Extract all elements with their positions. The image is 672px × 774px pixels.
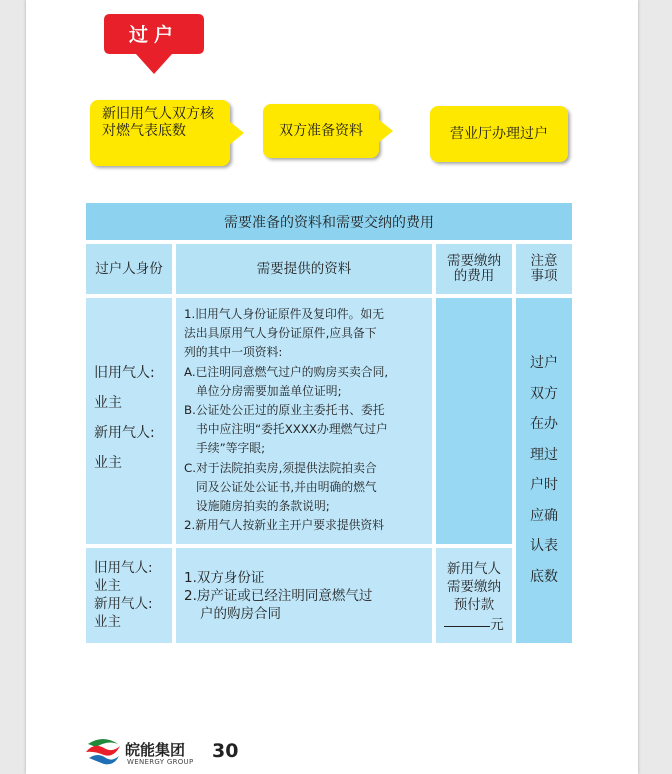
row1-identity — [86, 298, 172, 544]
doc-line: 户的购房合同 — [200, 606, 281, 622]
note-line: 过户 — [530, 355, 558, 371]
doc-line: 书中应注明“委托XXXX办理燃气过户 — [196, 422, 388, 437]
fee-line: 需要缴纳 — [447, 579, 501, 595]
doc-line: 设施随房拍卖的条款说明; — [196, 499, 330, 514]
identity-line: 新用气人: — [94, 596, 153, 612]
flow-step-hall-transfer — [430, 106, 568, 162]
doc-line: 手续”等字眼; — [196, 441, 266, 456]
doc-line: 2.房产证或已经注明同意燃气过 — [184, 588, 373, 604]
table-title: 需要准备的资料和需要交纳的费用 — [86, 203, 572, 240]
identity-line: 业主 — [94, 578, 121, 594]
identity-line: 新用气人: — [94, 425, 155, 441]
doc-line: 1.旧用气人身份证原件及复印件。如无 — [184, 307, 385, 321]
note-line: 理过 — [530, 446, 558, 463]
page-title: 过户 — [128, 24, 179, 46]
identity-line: 业主 — [94, 395, 122, 411]
identity-line: 旧用气人: — [94, 365, 155, 381]
note-line: 双方 — [530, 385, 558, 402]
flow-step-label: 营业厅办理过户 — [450, 125, 548, 142]
identity-line: 业主 — [94, 614, 121, 630]
fee-unit: 元 — [490, 617, 504, 633]
note-line: 应确 — [530, 507, 558, 524]
identity-line: 业主 — [94, 455, 122, 471]
flow-step-check-meter — [90, 100, 230, 166]
row1-fee — [436, 298, 512, 544]
doc-line: 1.双方身份证 — [184, 570, 265, 586]
flow-step-prepare-docs — [263, 104, 379, 158]
fee-blank — [444, 614, 490, 627]
flow-step-label: 双方准备资料 — [279, 122, 363, 139]
identity-line: 旧用气人: — [94, 560, 153, 576]
doc-line: 列的其中一项资料: — [184, 345, 283, 360]
flow-step-label: 新旧用气人双方核对燃气表底数 — [102, 106, 214, 139]
arrow-right-icon — [378, 119, 393, 143]
fee-amount-line — [436, 614, 512, 634]
wenergy-logo-icon — [84, 736, 122, 766]
brand-name: 皖能集团 — [125, 741, 186, 759]
doc-line: 单位分房需要加盖单位证明; — [196, 383, 342, 398]
note-line: 户时 — [530, 477, 558, 493]
note-line: 认表 — [530, 538, 558, 554]
notes-cell — [516, 298, 572, 643]
doc-line: 2.新用气人按新业主开户要求提供资料 — [184, 518, 385, 533]
doc-line: A.已注明同意燃气过户的购房买卖合同, — [184, 364, 389, 379]
column-header-documents: 需要提供的资料 — [176, 244, 432, 294]
doc-line: C.对于法院拍卖房,须提供法院拍卖合 — [184, 460, 377, 475]
doc-line: B.公证处公正过的原业主委托书、委托 — [184, 403, 385, 418]
doc-line: 同及公证处公证书,并由明确的燃气 — [196, 479, 377, 494]
note-line: 在办 — [530, 416, 558, 432]
arrow-right-icon — [229, 121, 244, 145]
requirements-table — [86, 203, 572, 643]
row2-fee — [436, 548, 512, 643]
column-header-notes: 注意事项 — [516, 244, 572, 294]
column-header-identity: 过户人身份 — [86, 244, 172, 294]
column-header-fees: 需要缴纳的费用 — [436, 244, 512, 294]
note-line: 底数 — [530, 568, 558, 585]
row1-documents — [176, 298, 432, 544]
fee-line: 预付款 — [453, 597, 495, 613]
page — [26, 0, 638, 774]
doc-line: 法出具原用气人身份证原件,应具备下 — [184, 326, 377, 341]
fee-line: 新用气人 — [447, 561, 501, 577]
page-number: 30 — [212, 740, 239, 762]
row2-documents — [176, 548, 432, 643]
row2-identity — [86, 548, 172, 643]
brand-name-en: WENERGY GROUP — [127, 758, 194, 766]
